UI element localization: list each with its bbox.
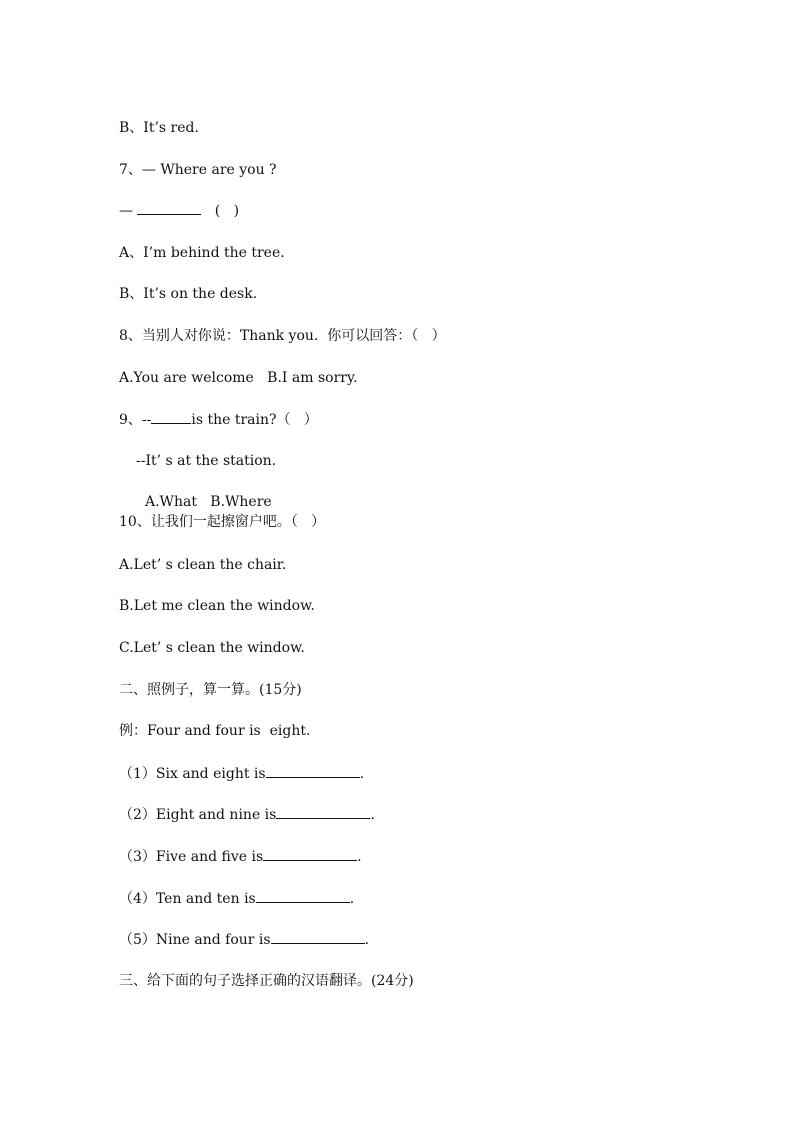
section3-heading: 三、给下面的句子选择正确的汉语翻译。(24分) xyxy=(119,973,414,989)
section2-item-1-period: . xyxy=(359,766,365,782)
section2-item-4-blank[interactable] xyxy=(256,889,350,903)
q8-options: A.You are welcome B.I am sorry. xyxy=(119,370,358,386)
section2-item-4-period: . xyxy=(349,891,355,907)
section2-item-5 xyxy=(119,930,369,949)
section2-item-5-text: （5）Nine and four is xyxy=(119,932,271,948)
q8-question: 8、当别人对你说：Thank you. 你可以回答：（ ） xyxy=(119,328,446,344)
q9-question-blank[interactable] xyxy=(151,410,191,424)
q7-answer-paren: ( ) xyxy=(201,203,240,219)
section2-example: 例：Four and four is eight. xyxy=(119,723,311,739)
q10-option-a: A.Let’ s clean the chair. xyxy=(119,557,287,573)
section2-item-3-blank[interactable] xyxy=(263,847,357,861)
q7-answer-line xyxy=(119,201,239,220)
section2-item-5-period: . xyxy=(364,932,370,948)
q7-answer-blank[interactable] xyxy=(137,201,201,215)
q9-question xyxy=(119,410,318,429)
section2-item-3-period: . xyxy=(357,849,362,865)
q7-question: 7、— Where are you ? xyxy=(119,162,277,178)
section2-item-2-text: （2）Eight and nine is xyxy=(119,807,277,823)
section2-item-5-blank[interactable] xyxy=(271,930,365,944)
section2-item-1 xyxy=(119,764,364,783)
section2-item-2-period: . xyxy=(370,807,375,823)
q9-answer: --It’ s at the station. xyxy=(136,453,277,469)
q10-question: 10、让我们一起擦窗户吧。（ ） xyxy=(119,514,326,530)
section2-item-1-blank[interactable] xyxy=(266,764,360,778)
q9-options: A.What B.Where xyxy=(145,494,272,510)
q9-question-prefix: 9、-- xyxy=(119,412,152,428)
q10-option-b: B.Let me clean the window. xyxy=(119,598,315,614)
q7-option-b: B、It’s on the desk. xyxy=(119,286,258,302)
section2-item-4 xyxy=(119,889,354,908)
section2-item-3 xyxy=(119,847,362,866)
section2-item-4-text: （4）Ten and ten is xyxy=(119,891,256,907)
q7-answer-prefix: — xyxy=(119,203,138,219)
q7-option-a: A、I’m behind the tree. xyxy=(119,245,285,261)
section2-item-3-text: （3）Five and five is xyxy=(119,849,264,865)
section2-heading: 二、照例子，算一算。(15分) xyxy=(119,682,302,698)
q10-option-c: C.Let’ s clean the window. xyxy=(119,640,305,656)
q6-option-b: B、It’s red. xyxy=(119,120,199,136)
section2-item-2 xyxy=(119,805,375,824)
section2-item-1-text: （1）Six and eight is xyxy=(119,766,266,782)
q9-question-suffix: is the train?（ ） xyxy=(191,412,318,428)
section2-item-2-blank[interactable] xyxy=(276,805,370,819)
